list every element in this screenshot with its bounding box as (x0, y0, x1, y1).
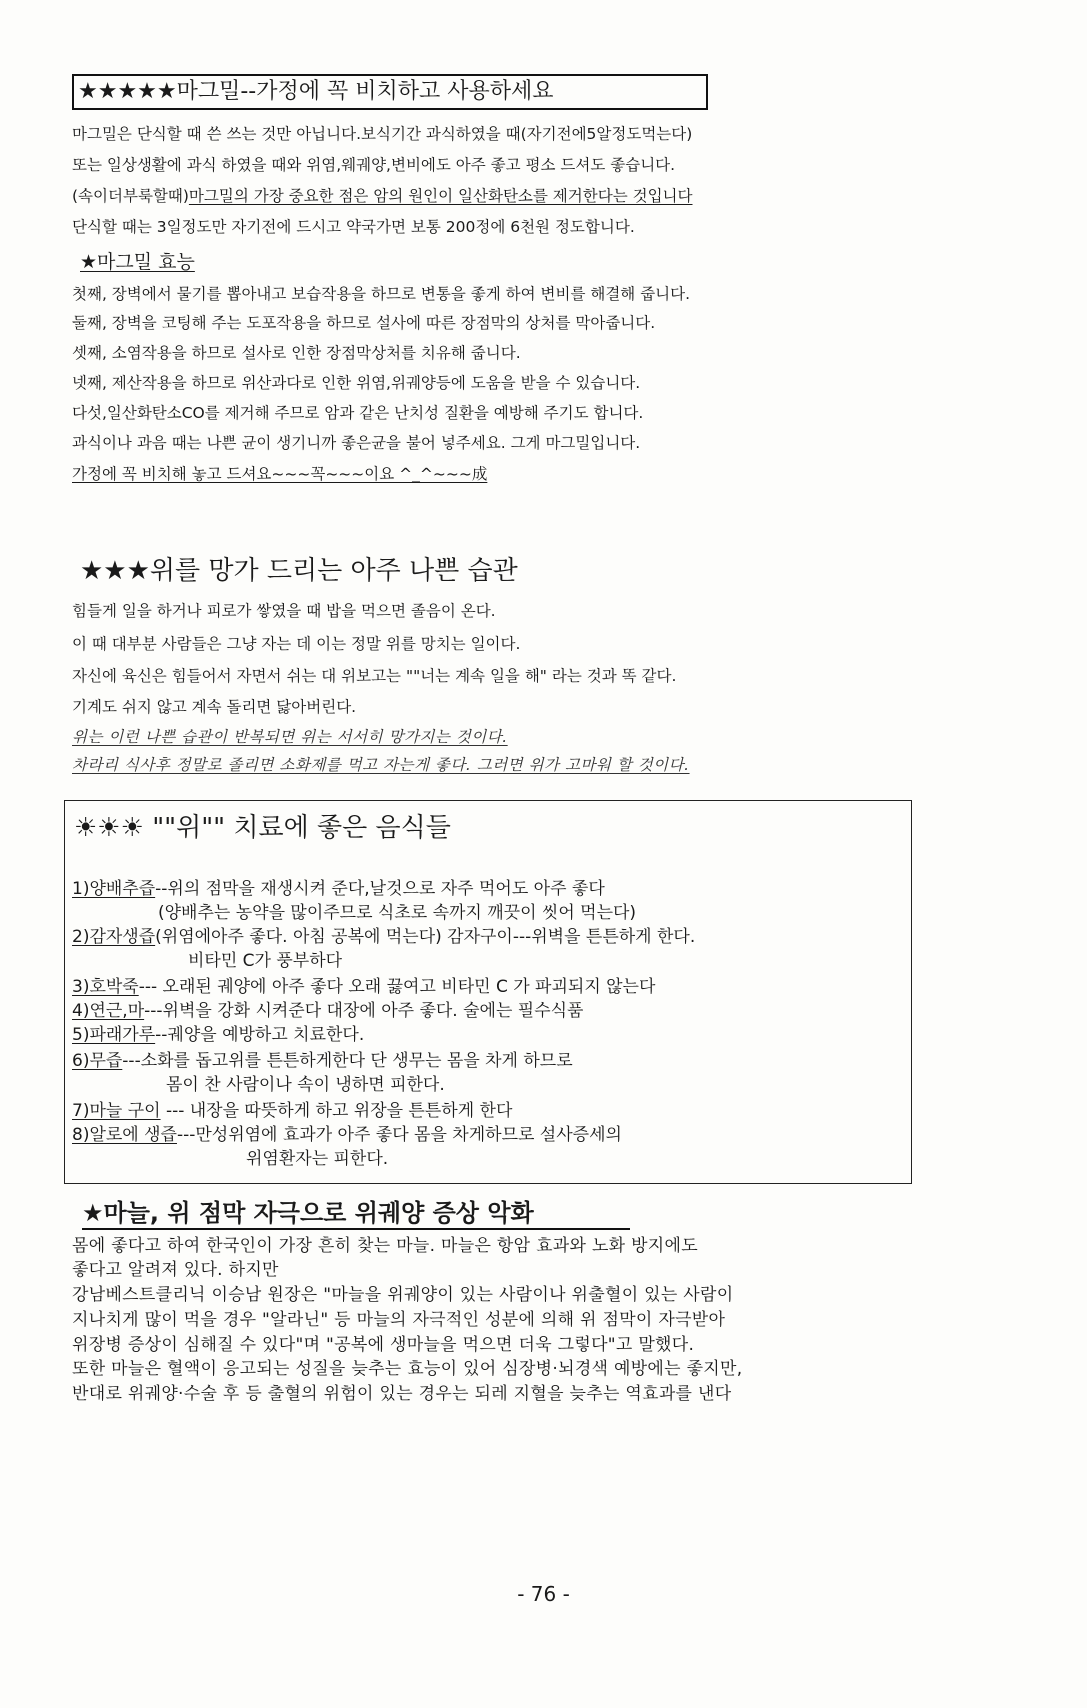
handwritten-note-1: 위는 이런 나쁜 습관이 반복되면 위는 서서히 망가지는 것이다. (72, 728, 508, 746)
food-item-2-note: 비타민 C가 풍부하다 (188, 951, 343, 971)
food-item-4 (72, 1000, 583, 1022)
food-item-8 (72, 1124, 622, 1146)
habit-line-2: 이 때 대부분 사람들은 그냥 자는 데 이는 정말 위를 망치는 일이다. (72, 635, 521, 653)
garlic-title-rule (82, 1228, 630, 1230)
magmil-key-point: 마그밀의 가장 중요한 점은 암의 원인이 일산화탄소를 제거한다는 것입니다 (188, 187, 693, 205)
food-item-5 (72, 1024, 364, 1046)
handwritten-note-2: 차라리 식사후 정말로 졸리면 소화제를 먹고 자는게 좋다. 그러면 위가 고마워 할 것이다. (72, 756, 690, 774)
food-text: ---소화를 돕고위를 튼튼하게한다 단 생무는 몸을 차게 하므로 (122, 1051, 573, 1071)
magmil-title: ★★★★★마그밀--가정에 꼭 비치하고 사용하세요 (72, 74, 708, 110)
food-label: 3)호박죽 (72, 977, 139, 997)
food-text: (위염에아주 좋다. 아침 공복에 먹는다) 감자구이---위벽을 튼튼하게 한다. (155, 927, 696, 947)
magmil-closing: 가정에 꼭 비치해 놓고 드셔요~~~꼭~~~이요 ^_^~~~成 (72, 465, 488, 483)
effect-2: 둘째, 장벽을 코팅해 주는 도포작용을 하므로 설사에 따른 장점막의 상처를 막아줍니다. (72, 314, 656, 332)
garlic-line-6: 또한 마늘은 혈액이 응고되는 성질을 늦추는 효능이 있어 심장병·뇌경색 예방에는 좋지만, (72, 1359, 743, 1379)
food-item-6-note: 몸이 찬 사람이나 속이 냉하면 피한다. (166, 1075, 445, 1095)
effect-1: 첫째, 장벽에서 물기를 뽑아내고 보습작용을 하므로 변통을 좋게 하여 변비를 해결해 줍니다. (72, 285, 691, 303)
food-label: 8)알로에 생즙 (72, 1125, 177, 1145)
bad-habits-title: ★★★위를 망가 드리는 아주 나쁜 습관 (80, 556, 518, 586)
magmil-line-3-prefix: (속이더부룩할때) (72, 187, 189, 205)
magmil-effects-heading: ★마그밀 효능 (80, 251, 195, 273)
garlic-line-1: 몸에 좋다고 하여 한국인이 가장 흔히 찾는 마늘. 마늘은 항암 효과와 노화 방지에도 (72, 1236, 698, 1256)
food-item-8-note: 위염환자는 피한다. (246, 1149, 389, 1169)
magmil-line-3 (72, 186, 693, 206)
effect-3: 셋째, 소염작용을 하므로 설사로 인한 장점막상처를 치유해 줍니다. (72, 344, 521, 362)
food-item-7 (72, 1100, 512, 1122)
food-item-1-note: (양배추는 농약을 많이주므로 식초로 속까지 깨끗이 씻어 먹는다) (158, 903, 637, 923)
food-label: 6)무즙 (72, 1051, 123, 1071)
food-label: 1)양배추즙 (72, 879, 156, 899)
garlic-line-4: 지나치게 많이 먹을 경우 "알라닌" 등 마늘의 자극적인 성분에 의해 위 점막이 자극받아 (72, 1310, 726, 1330)
garlic-line-2: 좋다고 알려져 있다. 하지만 (72, 1260, 279, 1280)
food-text: --- 내장을 따뜻하게 하고 위장을 튼튼하게 한다 (160, 1101, 513, 1121)
food-item-3 (72, 976, 655, 998)
magmil-line-4: 단식할 때는 3일정도만 자기전에 드시고 약국가면 보통 200정에 6천원 정도합니다. (72, 218, 635, 236)
effect-5: 다섯,일산화탄소CO를 제거해 주므로 암과 같은 난치성 질환을 예방해 주기도 합니다. (72, 404, 644, 422)
habit-line-4: 기계도 쉬지 않고 계속 돌리면 닳아버린다. (72, 698, 357, 716)
garlic-title: ★마늘, 위 점막 자극으로 위궤양 증상 악화 (82, 1199, 534, 1227)
food-item-2 (72, 926, 695, 948)
food-label: 7)마늘 구이 (72, 1101, 161, 1121)
food-text: ---위벽을 강화 시켜준다 대장에 아주 좋다. 술에는 필수식품 (144, 1001, 584, 1021)
food-text: --- 오래된 궤양에 아주 좋다 오래 끓여고 비타민 C 가 파괴되지 않는다 (138, 977, 656, 997)
effect-4: 넷째, 제산작용을 하므로 위산과다로 인한 위염,위궤양등에 도움을 받을 수 있습니다. (72, 374, 641, 392)
food-text: --위의 점막을 재생시켜 준다,날것으로 자주 먹어도 아주 좋다 (155, 879, 605, 899)
food-text: --궤양을 예방하고 치료한다. (155, 1025, 365, 1045)
magmil-line-2: 또는 일상생활에 과식 하였을 때와 위염,웨궤양,변비에도 아주 좋고 평소 드셔도 좋습니다. (72, 156, 676, 174)
magmil-line-1: 마그밀은 단식할 때 쓴 쓰는 것만 아닙니다.보식기간 과식하였을 때(자기전에5알정도먹는다) (72, 125, 693, 143)
garlic-line-3: 강남베스트클리닉 이승남 원장은 "마늘을 위궤양이 있는 사람이나 위출혈이 있는 사람이 (72, 1285, 734, 1305)
effect-6: 과식이나 과음 때는 나쁜 균이 생기니까 좋은균을 불어 넣주세요. 그게 마그밀입니다. (72, 434, 641, 452)
garlic-line-5: 위장병 증상이 심해질 수 있다"며 "공복에 생마늘을 먹으면 더욱 그렇다"고 말했다. (72, 1335, 695, 1355)
garlic-line-7: 반대로 위궤양·수술 후 등 출혈의 위험이 있는 경우는 되레 지혈을 늦추는 역효과를 낸다 (72, 1384, 732, 1404)
food-item-6 (72, 1050, 573, 1072)
food-label: 2)감자생즙 (72, 927, 156, 947)
stomach-foods-title: ☀☀☀ ""위"" 치료에 좋은 음식들 (74, 813, 451, 843)
page-number: - 76 - (517, 1582, 570, 1606)
food-text: ---만성위염에 효과가 아주 좋다 몸을 차게하므로 설사증세의 (176, 1125, 622, 1145)
food-label: 4)연근,마 (72, 1001, 145, 1021)
food-item-1 (72, 878, 605, 900)
habit-line-1: 힘들게 일을 하거나 피로가 쌓였을 때 밥을 먹으면 졸음이 온다. (72, 602, 496, 620)
habit-line-3: 자신에 육신은 힘들어서 자면서 쉬는 대 위보고는 ""너는 계속 일을 해" 라는 것과 똑 같다. (72, 667, 677, 685)
food-label: 5)파래가루 (72, 1025, 156, 1045)
